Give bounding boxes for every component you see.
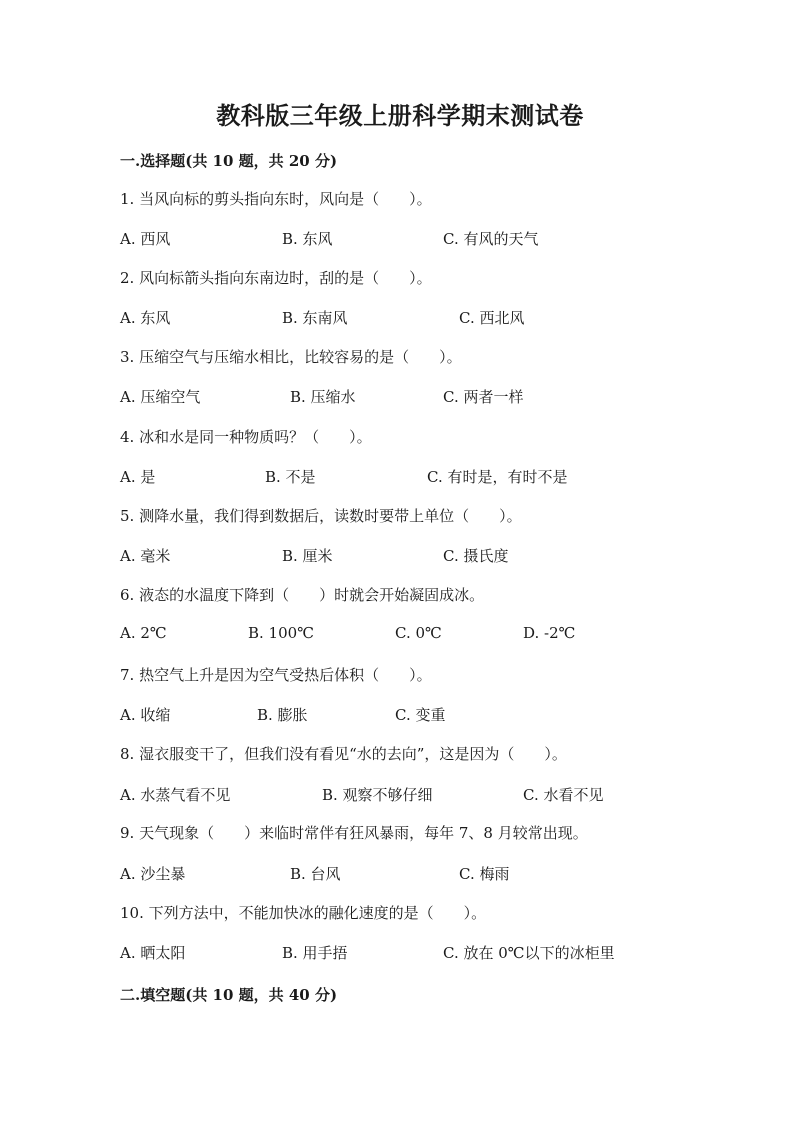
q7-option-a: A. 收缩 bbox=[120, 706, 171, 724]
q3-option-b: B. 压缩水 bbox=[290, 388, 356, 406]
q5-option-b: B. 厘米 bbox=[282, 547, 333, 565]
q4-option-a: A. 是 bbox=[120, 468, 156, 486]
question-6: 6. 液态的水温度下降到（ ）时就会开始凝固成冰。 bbox=[120, 586, 485, 604]
q1-option-b: B. 东风 bbox=[282, 230, 333, 248]
q9-option-a: A. 沙尘暴 bbox=[120, 865, 186, 883]
q10-option-a: A. 晒太阳 bbox=[120, 944, 186, 962]
q2-option-b: B. 东南风 bbox=[282, 309, 348, 327]
question-1: 1. 当风向标的剪头指向东时，风向是（ ）。 bbox=[120, 190, 432, 208]
question-7: 7. 热空气上升是因为空气受热后体积（ ）。 bbox=[120, 666, 432, 684]
q9-option-b: B. 台风 bbox=[290, 865, 341, 883]
q6-option-c: C. 0℃ bbox=[395, 624, 442, 642]
question-5: 5. 测降水量，我们得到数据后，读数时要带上单位（ ）。 bbox=[120, 507, 522, 525]
q4-option-c: C. 有时是，有时不是 bbox=[427, 468, 568, 486]
q9-option-c: C. 梅雨 bbox=[459, 865, 510, 883]
q10-option-c: C. 放在 0℃以下的冰柜里 bbox=[443, 944, 615, 962]
q6-option-d: D. -2℃ bbox=[523, 624, 576, 642]
q3-option-a: A. 压缩空气 bbox=[120, 388, 201, 406]
q2-option-c: C. 西北风 bbox=[459, 309, 525, 327]
q5-option-c: C. 摄氏度 bbox=[443, 547, 509, 565]
q6-option-b: B. 100℃ bbox=[248, 624, 314, 642]
q4-option-b: B. 不是 bbox=[265, 468, 316, 486]
question-2: 2. 风向标箭头指向东南边时，刮的是（ ）。 bbox=[120, 269, 432, 287]
question-9: 9. 天气现象（ ）来临时常伴有狂风暴雨，每年 7、8 月较常出现。 bbox=[120, 824, 588, 842]
q5-option-a: A. 毫米 bbox=[120, 547, 171, 565]
q8-option-a: A. 水蒸气看不见 bbox=[120, 786, 231, 804]
q8-option-c: C. 水看不见 bbox=[523, 786, 604, 804]
q3-option-c: C. 两者一样 bbox=[443, 388, 524, 406]
question-8: 8. 湿衣服变干了，但我们没有看见“水的去向”，这是因为（ ）。 bbox=[120, 745, 567, 763]
q10-option-b: B. 用手捂 bbox=[282, 944, 348, 962]
section-heading-choice: 一.选择题(共 10 题，共 20 分) bbox=[120, 152, 338, 170]
section-heading-fill-blank: 二.填空题(共 10 题，共 40 分) bbox=[120, 986, 338, 1004]
question-4: 4. 冰和水是同一种物质吗？（ ）。 bbox=[120, 428, 372, 446]
q1-option-c: C. 有风的天气 bbox=[443, 230, 539, 248]
question-3: 3. 压缩空气与压缩水相比，比较容易的是（ ）。 bbox=[120, 348, 462, 366]
question-10: 10. 下列方法中，不能加快冰的融化速度的是（ ）。 bbox=[120, 904, 487, 922]
q7-option-c: C. 变重 bbox=[395, 706, 446, 724]
q7-option-b: B. 膨胀 bbox=[257, 706, 308, 724]
q2-option-a: A. 东风 bbox=[120, 309, 171, 327]
q8-option-b: B. 观察不够仔细 bbox=[322, 786, 433, 804]
q6-option-a: A. 2℃ bbox=[120, 624, 167, 642]
q1-option-a: A. 西风 bbox=[120, 230, 171, 248]
page-title: 教科版三年级上册科学期末测试卷 bbox=[216, 101, 584, 130]
